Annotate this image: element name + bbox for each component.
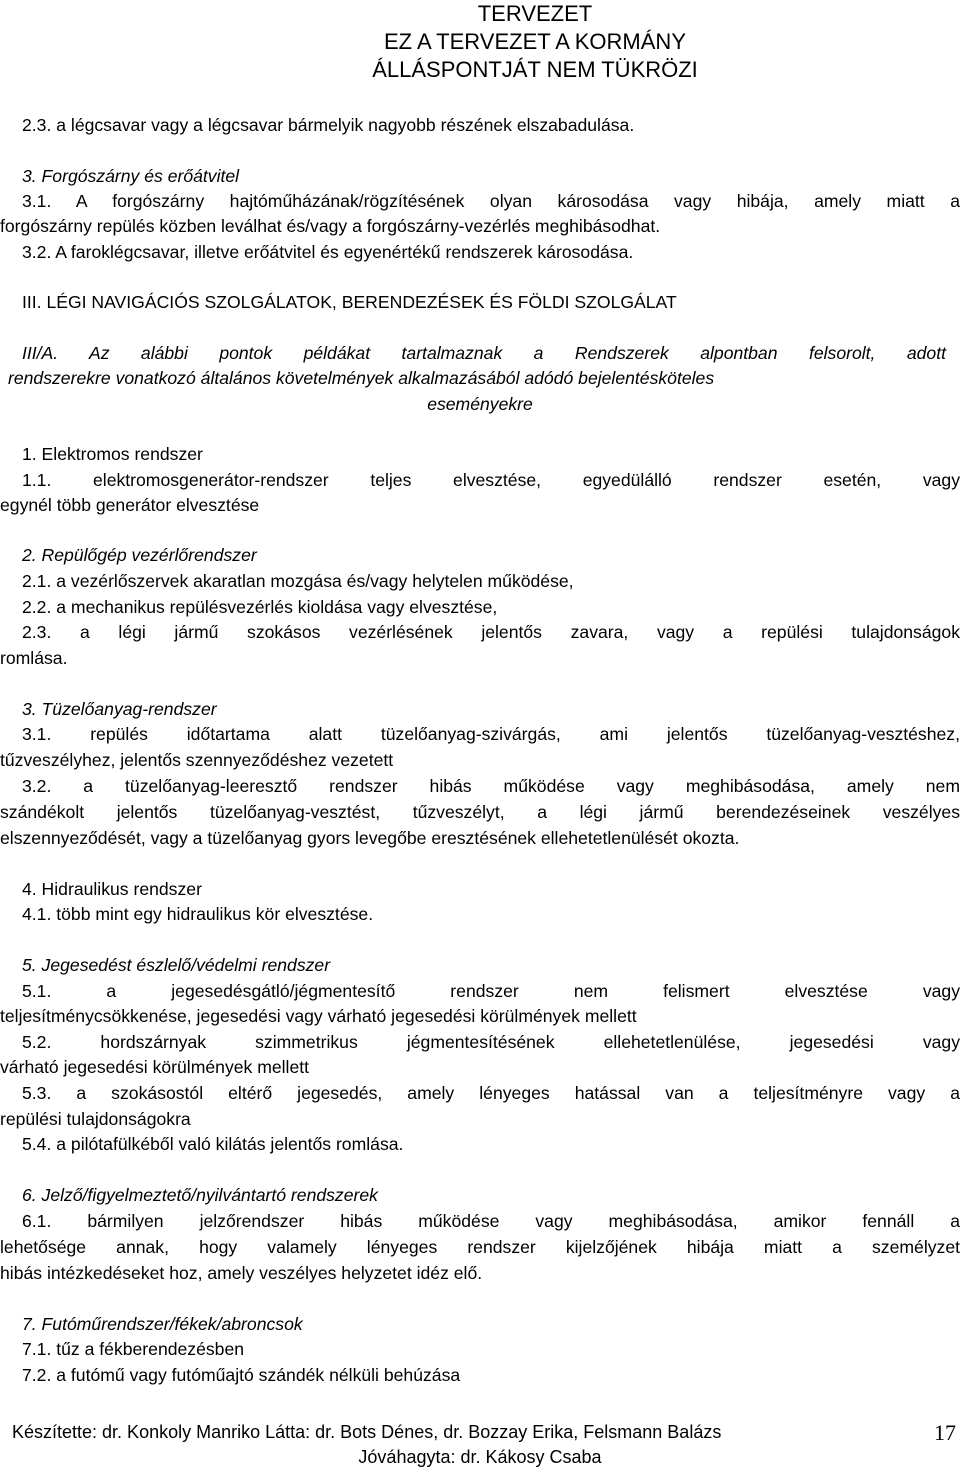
- header-line-3: ÁLLÁSPONTJÁT NEM TÜKRÖZI: [372, 57, 698, 82]
- heading-vezerlorendszer: 2. Repülőgép vezérlőrendszer: [22, 545, 257, 565]
- heading-jelzo: 6. Jelző/figyelmeztető/nyilvántartó rendszerek: [22, 1185, 378, 1205]
- page-number: 17: [934, 1420, 956, 1445]
- item-1-1-line1: 1.1. elektromosgenerátor-rendszer teljes elvesztése, egyedülálló rendszer esetén, vagy: [22, 470, 960, 490]
- heading-elektromos: 1. Elektromos rendszer: [22, 444, 203, 464]
- item-4-1: 4.1. több mint egy hidraulikus kör elvesztése.: [22, 904, 374, 924]
- heading-hidraulikus: 4. Hidraulikus rendszer: [22, 879, 202, 899]
- heading-forgoszarny: 3. Forgószárny és erőátvitel: [22, 166, 240, 186]
- item-7-1: 7.1. tűz a fékberendezésben: [22, 1339, 245, 1359]
- item-6-1-line1: 6.1. bármilyen jelzőrendszer hibás működése vagy meghibásodása, amikor fennáll a: [22, 1211, 960, 1231]
- item-5-3-line2: repülési tulajdonságokra: [0, 1109, 191, 1129]
- item-2-3b-line1: 2.3. a légi jármű szokásos vezérlésének jelentős zavara, vagy a repülési tulajdonságok: [22, 622, 960, 642]
- item-2-3: 2.3. a légcsavar vagy a légcsavar bármelyik nagyobb részének elszabadulása.: [22, 115, 635, 135]
- item-5-3-line1: 5.3. a szokásostól eltérő jegesedés, amely lényeges hatással van a teljesítményre vagy a: [22, 1083, 960, 1103]
- item-6-1-line3: hibás intézkedéseket hoz, amely veszélyes helyzetet idéz elő.: [0, 1263, 483, 1283]
- item-3-2: 3.2. A faroklégcsavar, illetve erőátvitel és egyenértékű rendszerek károsodása.: [22, 242, 634, 262]
- item-5-1-line1: 5.1. a jegesedésgátló/jégmentesítő rendszer nem felismert elvesztése vagy: [22, 981, 960, 1001]
- intro-line1: III/A. Az alábbi pontok példákat tartalmaznak a Rendszerek alpontban felsorolt, adott: [22, 343, 946, 363]
- item-3-1b-line1: 3.1. repülés időtartama alatt tüzelőanyag-szivárgás, ami jelentős tüzelőanyag-vesztéshez,: [22, 724, 960, 744]
- header-line-2: EZ A TERVEZET A KORMÁNY: [384, 29, 686, 54]
- item-5-4: 5.4. a pilótafülkéből való kilátás jelentős romlása.: [22, 1134, 404, 1154]
- item-2-1: 2.1. a vezérlőszervek akaratlan mozgása és/vagy helytelen működése,: [22, 571, 574, 591]
- item-6-1-line2: lehetősége annak, hogy valamely lényeges rendszer kijelzőjének hibája miatt a személyzet: [0, 1237, 960, 1257]
- item-3-1b-line2: tűzveszélyhez, jelentős szennyeződéshez vezetett: [0, 750, 394, 770]
- heading-futomu: 7. Futóműrendszer/fékek/abroncsok: [22, 1314, 303, 1334]
- item-2-2: 2.2. a mechanikus repülésvezérlés kioldása vagy elvesztése,: [22, 597, 498, 617]
- item-1-1-line2: egynél több generátor elvesztése: [0, 495, 260, 515]
- footer-approval: Jóváhagyta: dr. Kákosy Csaba: [358, 1447, 602, 1467]
- intro-line3: eseményekre: [427, 394, 533, 414]
- header-line-1: TERVEZET: [477, 1, 593, 26]
- footer-authors: Készítette: dr. Konkoly Manriko Látta: dr. Bots Dénes, dr. Bozzay Erika, Felsmann Balázs: [12, 1422, 722, 1442]
- item-3-1-line1: 3.1. A forgószárny hajtóműházának/rögzítésének olyan károsodása vagy hibája, amely miatt a: [22, 191, 960, 211]
- heading-jegesedes: 5. Jegesedést észlelő/védelmi rendszer: [22, 955, 331, 975]
- draft-header: [0, 0, 960, 84]
- intro-line2: rendszerekre vonatkozó általános követelmények alkalmazásából adódó bejelentésköteles: [8, 368, 715, 388]
- item-5-2-line1: 5.2. hordszárnyak szimmetrikus jégmentesítésének ellehetetlenülése, jegesedési vagy: [22, 1032, 960, 1052]
- item-3-2b-line1: 3.2. a tüzelőanyag-leeresztő rendszer hibás működése vagy meghibásodása, amely nem: [22, 776, 960, 796]
- section-title-III: III. LÉGI NAVIGÁCIÓS SZOLGÁLATOK, BERENDEZÉSEK ÉS FÖLDI SZOLGÁLAT: [22, 292, 677, 312]
- item-2-3b-line2: romlása.: [0, 648, 68, 668]
- item-5-1-line2: teljesítménycsökkenése, jegesedési vagy várható jegesedési körülmények mellett: [0, 1006, 637, 1026]
- item-3-1-line2: forgószárny repülés közben leválhat és/vagy a forgószárny-vezérlés meghibásodhat.: [0, 216, 661, 236]
- heading-tuzeloanyag: 3. Tüzelőanyag-rendszer: [22, 699, 217, 719]
- item-5-2-line2: várható jegesedési körülmények mellett: [0, 1057, 310, 1077]
- item-3-2b-line2: szándékolt jelentős tüzelőanyag-vesztést, tűzveszélyt, a légi jármű berendezéseinek veszélyes: [0, 802, 960, 822]
- item-3-2b-line3: elszennyeződését, vagy a tüzelőanyag gyors levegőbe eresztésének ellehetetlenülését okozta.: [0, 828, 740, 848]
- item-7-2: 7.2. a futómű vagy futóműajtó szándék nélküli behúzása: [22, 1365, 461, 1385]
